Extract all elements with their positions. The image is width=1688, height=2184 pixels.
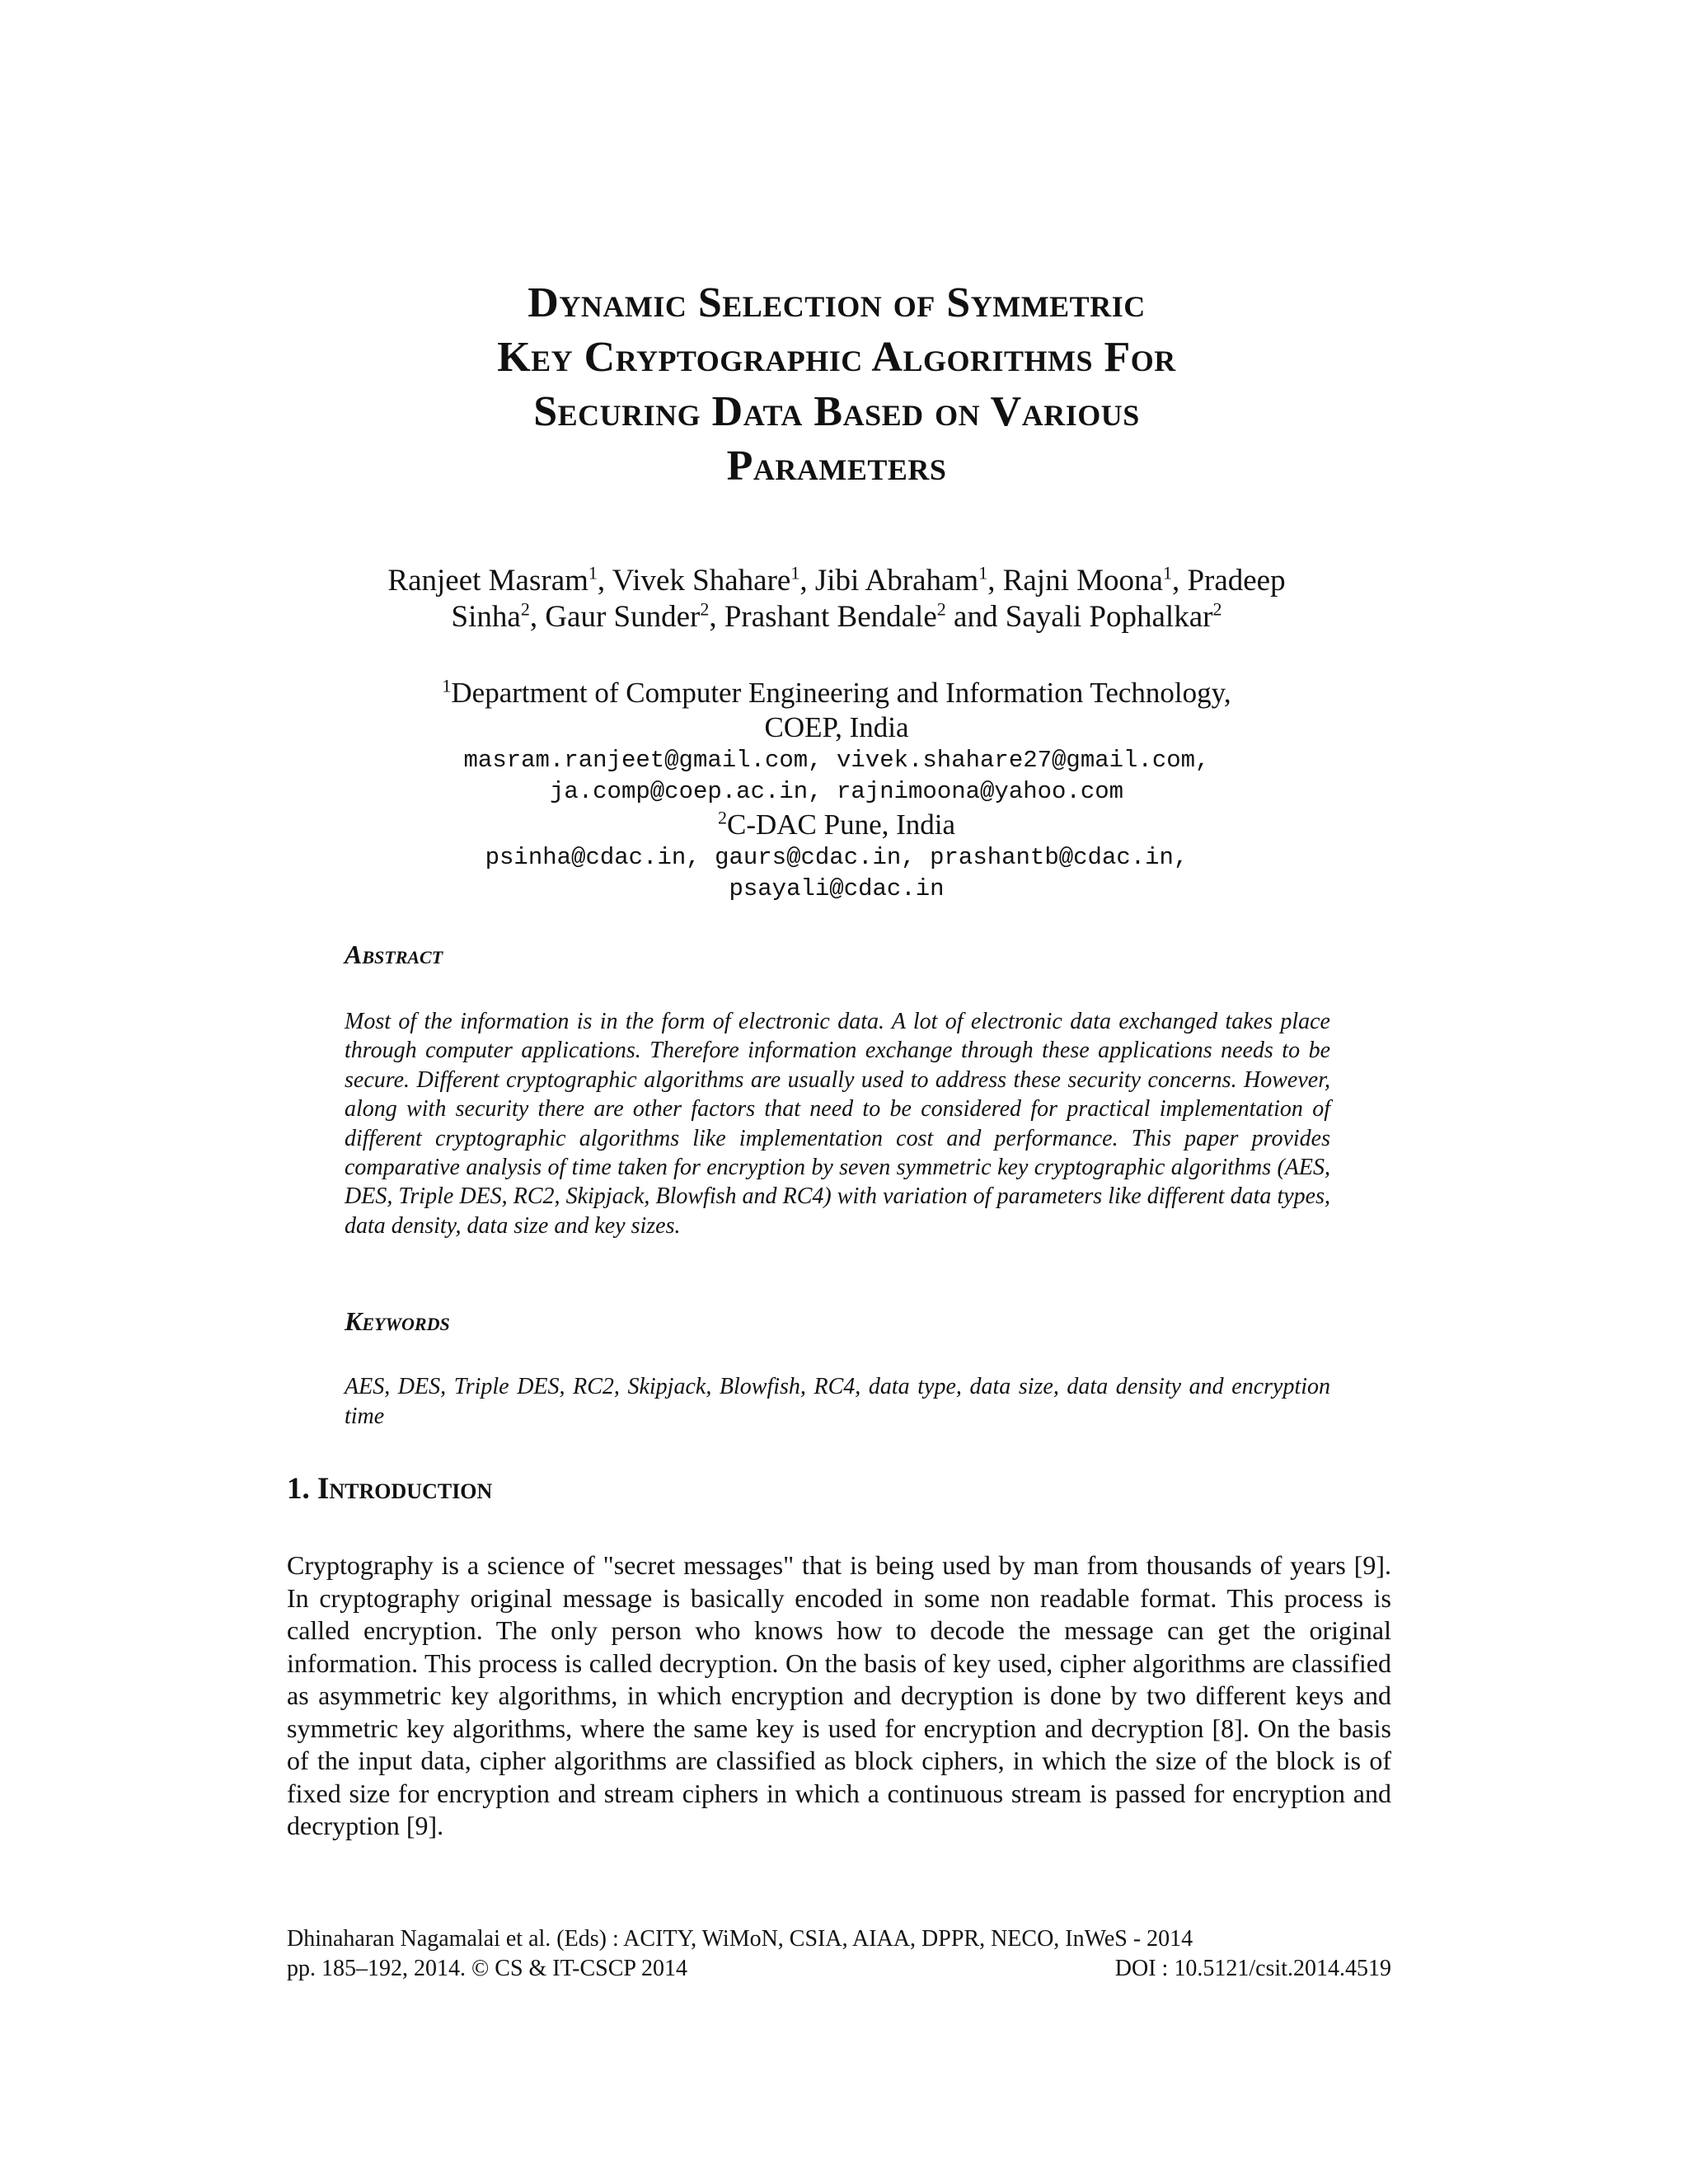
author-line-1 [280,563,1393,599]
paper-title [313,276,1360,494]
abstract-heading: Abstract [345,940,443,969]
introduction-text: Cryptography is a science of "secret messages" that is being used by man from thousands of years [9]. In cryptography original message is basically encoded in some non readable format. This process is called encryption. The only person who knows how to decode the message can get the original information. This process is called decryption. On the basis of key used, cipher algorithms are classified as asymmetric key algorithms, in which encryption and decryption is done by two different keys and symmetric key algorithms, where the same key is used for encryption and decryption [8]. On the basis of the input data, cipher algorithms are classified as block ciphers, in which the size of the block is of fixed size for encryption and stream ciphers in which a continuous stream is passed for encryption and decryption [9]. [287,1550,1391,1840]
keywords-heading: Keywords [345,1306,450,1336]
title-line: Securing Data Based on Various [533,388,1140,435]
author-separator: , [709,600,724,634]
title-line: Parameters [726,443,947,490]
footer-row [287,1954,1391,1984]
author-name: Sayali Pophalkar [1005,600,1213,634]
author-affiliation-mark: 2 [700,598,710,620]
author-affiliation-mark: 1 [978,562,988,583]
author-separator: , [799,564,815,598]
author-affiliation-mark: 1 [790,562,800,583]
author-affiliation-mark: 2 [520,598,530,620]
affiliation-text: Department of Computer Engineering and Information Technology, [451,677,1231,709]
abstract-text: Most of the information is in the form of electronic data. A lot of electronic data exchanged takes place through computer applications. Therefore information exchange through these applications needs to be secure. Different cryptographic algorithms are usually used to address these security concerns. However, along with security there are other factors that need to be considered for practical implementation of different cryptographic algorithms like implementation cost and performance. This paper provides comparative analysis of time taken for encryption by seven symmetric key cryptographic algorithms (AES, DES, Triple DES, RC2, Skipjack, Blowfish and RC4) with variation of parameters like different data types, data density, data size and key sizes. [345,1009,1330,1239]
introduction-heading: 1. Introduction [287,1472,493,1506]
affiliation-mark: 2 [717,807,727,828]
affiliation-mark: 1 [442,675,452,696]
author-affiliation-mark: 2 [936,598,946,620]
footer-pages: pp. 185–192, 2014. © CS & IT-CSCP 2014 [287,1956,687,1981]
author-separator: , [597,564,612,598]
affiliation-1 [280,676,1393,710]
keywords-text: AES, DES, Triple DES, RC2, Skipjack, Blowfish, RC4, data type, data size, data density and encryption time [345,1374,1330,1429]
affiliation-1-location: COEP, India [764,711,909,743]
email-list-1: masram.ranjeet@gmail.com, vivek.shahare27@gmail.com, [463,747,1210,774]
author-name: Prashant Bendale [724,600,937,634]
author-affiliation-mark: 1 [588,562,598,583]
email-list-2: psinha@cdac.in, gaurs@cdac.in, prashantb@cdac.in, [485,844,1189,871]
author-separator: , [987,564,1003,598]
author-list [280,563,1393,635]
author-name: Rajni Moona [1002,564,1163,598]
title-line: Dynamic Selection of Symmetric [528,279,1146,326]
author-affiliation-mark: 1 [1162,562,1172,583]
author-line-2 [280,599,1393,635]
affiliation-2 [280,808,1393,842]
footer-doi: DOI : 10.5121/csit.2014.4519 [1114,1956,1391,1981]
author-separator: , [529,600,546,634]
email-list-1: ja.comp@coep.ac.in, rajnimoona@yahoo.com [549,778,1124,805]
email-list-2: psayali@cdac.in [729,875,945,902]
author-name: Jibi Abraham [814,564,979,598]
author-name: Vivek Shahare [612,564,791,598]
author-separator: , Pradeep [1171,564,1286,598]
affiliation-text: C-DAC Pune, India [726,808,956,841]
author-affiliation-mark: 2 [1212,598,1222,620]
author-name: Gaur Sunder [545,600,701,634]
footer-proceedings: Dhinaharan Nagamalai et al. (Eds) : ACITY, WiMoN, CSIA, AIAA, DPPR, NECO, InWeS - 2014 [287,1926,1193,1952]
author-separator: and [945,600,1006,634]
page-footer [287,1924,1391,1984]
affiliations [280,676,1393,905]
author-name: Ranjeet Masram [387,564,588,598]
title-line: Key Cryptographic Algorithms For [497,334,1176,381]
author-name: Sinha [451,600,521,634]
